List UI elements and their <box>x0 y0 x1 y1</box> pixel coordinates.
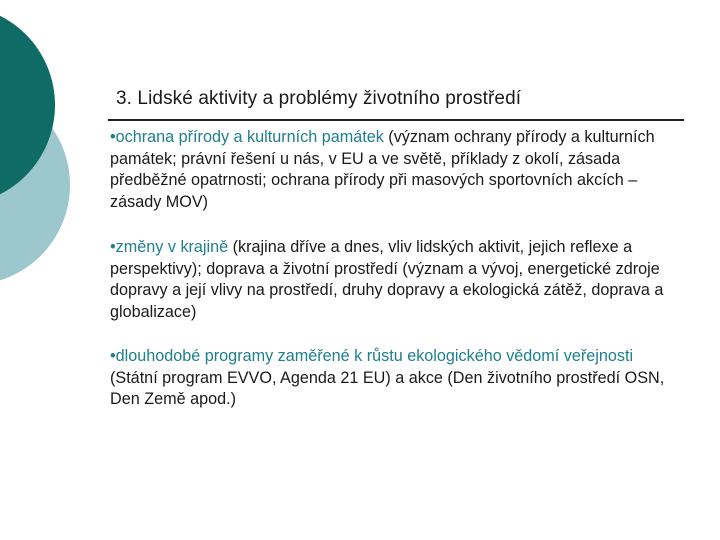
bullet-marker: • <box>110 238 116 256</box>
title-underline <box>108 119 684 121</box>
bullet-highlight: dlouhodobé programy zaměřené k růstu ekologického vědomí veřejnosti <box>115 347 634 365</box>
bullet-paragraph <box>110 127 670 213</box>
bullet-paragraph <box>110 346 670 411</box>
bullet-paragraph <box>110 237 670 323</box>
bullet-text: (význam ochrany přírody a kulturních památek; právní řešení u nás, v EU a ve světě, příklady z okolí, zásada předběžné opatrnosti; ochrana přírody při masových sportovních akcích – zásady MOV) <box>110 128 655 211</box>
slide-title: 3. Lidské aktivity a problémy životního prostředí <box>116 88 522 109</box>
bullet-marker: • <box>110 128 116 146</box>
bullet-text: (Státní program EVVO, Agenda 21 EU) a akce (Den životního prostředí OSN, Den Země apod.) <box>110 368 665 409</box>
bullet-highlight: změny v krajině <box>115 238 229 256</box>
bullet-text: (krajina dříve a dnes, vliv lidských aktivit, jejich reflexe a perspektivy); doprava a životní prostředí (význam a vývoj, energetické zdroje dopravy a její vlivy na prostředí, druhy dopravy a ekologická zátěž, doprava a globalizace) <box>110 238 664 321</box>
bullet-highlight: ochrana přírody a kulturních památek <box>115 128 384 146</box>
bullet-marker: • <box>110 347 116 365</box>
